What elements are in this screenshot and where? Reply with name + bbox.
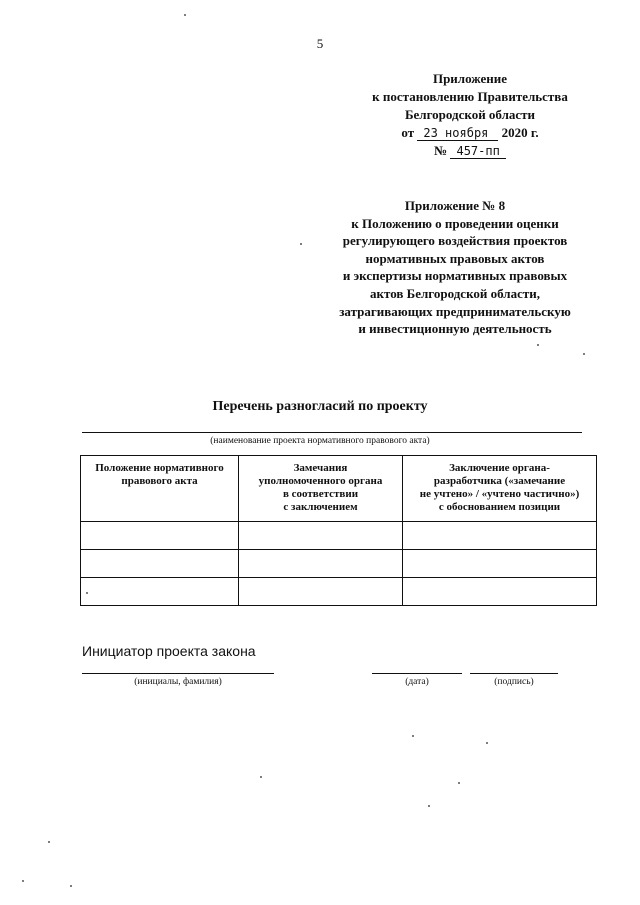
signature-caption: (подпись) [494,677,534,687]
table-cell[interactable] [403,522,597,550]
table-header-row [81,456,597,522]
scan-speck [537,344,539,346]
header-authority-remarks: Замечания уполномоченного органа в соответствии с заключением [239,456,403,522]
government-decree-header [340,70,600,160]
decree-date-line [340,124,600,142]
decree-number-line [340,142,600,160]
appendix-8-line: и экспертизы нормативных правовых [342,268,568,284]
appendix-8-line: нормативных правовых актов [365,250,545,266]
initials-surname-line[interactable] [82,673,274,674]
scan-speck [22,880,24,882]
decree-reference: к постановлению Правительства [372,89,568,104]
appendix-8-line: к Положению о проведении оценки [351,215,559,231]
table-cell[interactable] [403,550,597,578]
disagreement-table [80,455,597,606]
header-developer-conclusion: Заключение органа- разработчика («замечание не учтено» / «учтено частично») с обоснованием позиции [403,456,597,522]
scan-speck [300,243,302,245]
scan-speck [184,14,186,16]
appendix-8-line: Приложение № 8 [404,198,506,213]
decree-date: 23 ноября [417,126,498,141]
appendix-8-line: затрагивающих предпринимательскую [339,303,571,319]
project-name-line[interactable] [82,432,582,433]
appendix-8-header [300,197,610,338]
decree-year: 2020 г. [501,125,539,140]
scan-speck [70,885,72,887]
date-prefix: от [401,125,415,140]
signature-line[interactable] [470,673,558,674]
appendix-8-line: и инвестиционную деятельность [358,321,552,337]
header-legal-provision: Положение нормативного правового акта [81,456,239,522]
table-cell[interactable] [239,578,403,606]
region-name: Белгородской области [404,107,536,122]
number-prefix: № [434,143,448,158]
table-cell[interactable] [239,550,403,578]
table-cell[interactable] [81,578,239,606]
table-cell[interactable] [81,550,239,578]
scan-speck [412,735,414,737]
date-line[interactable] [372,673,462,674]
decree-number: 457-пп [450,144,505,159]
scan-speck [260,776,262,778]
scan-speck [486,742,488,744]
scan-speck [48,841,50,843]
table-row [81,522,597,550]
scan-speck [428,805,430,807]
date-caption: (дата) [405,677,429,687]
table-cell[interactable] [403,578,597,606]
table-cell[interactable] [81,522,239,550]
initials-surname-caption: (инициалы, фамилия) [134,677,222,687]
table-row [81,578,597,606]
project-name-caption: (наименование проекта нормативного правового акта) [210,436,430,446]
appendix-8-line: регулирующего воздействия проектов [342,233,568,249]
scan-speck [458,782,460,784]
appendix-8-line: актов Белгородской области, [369,285,540,301]
scan-speck [583,353,585,355]
table-cell[interactable] [239,522,403,550]
document-title: Перечень разногласий по проекту [212,399,428,414]
page-number: 5 [316,36,324,51]
initiator-label: Инициатор проекта закона [82,643,256,659]
appendix-title: Приложение [432,71,508,86]
scan-speck [86,592,88,594]
table-row [81,550,597,578]
